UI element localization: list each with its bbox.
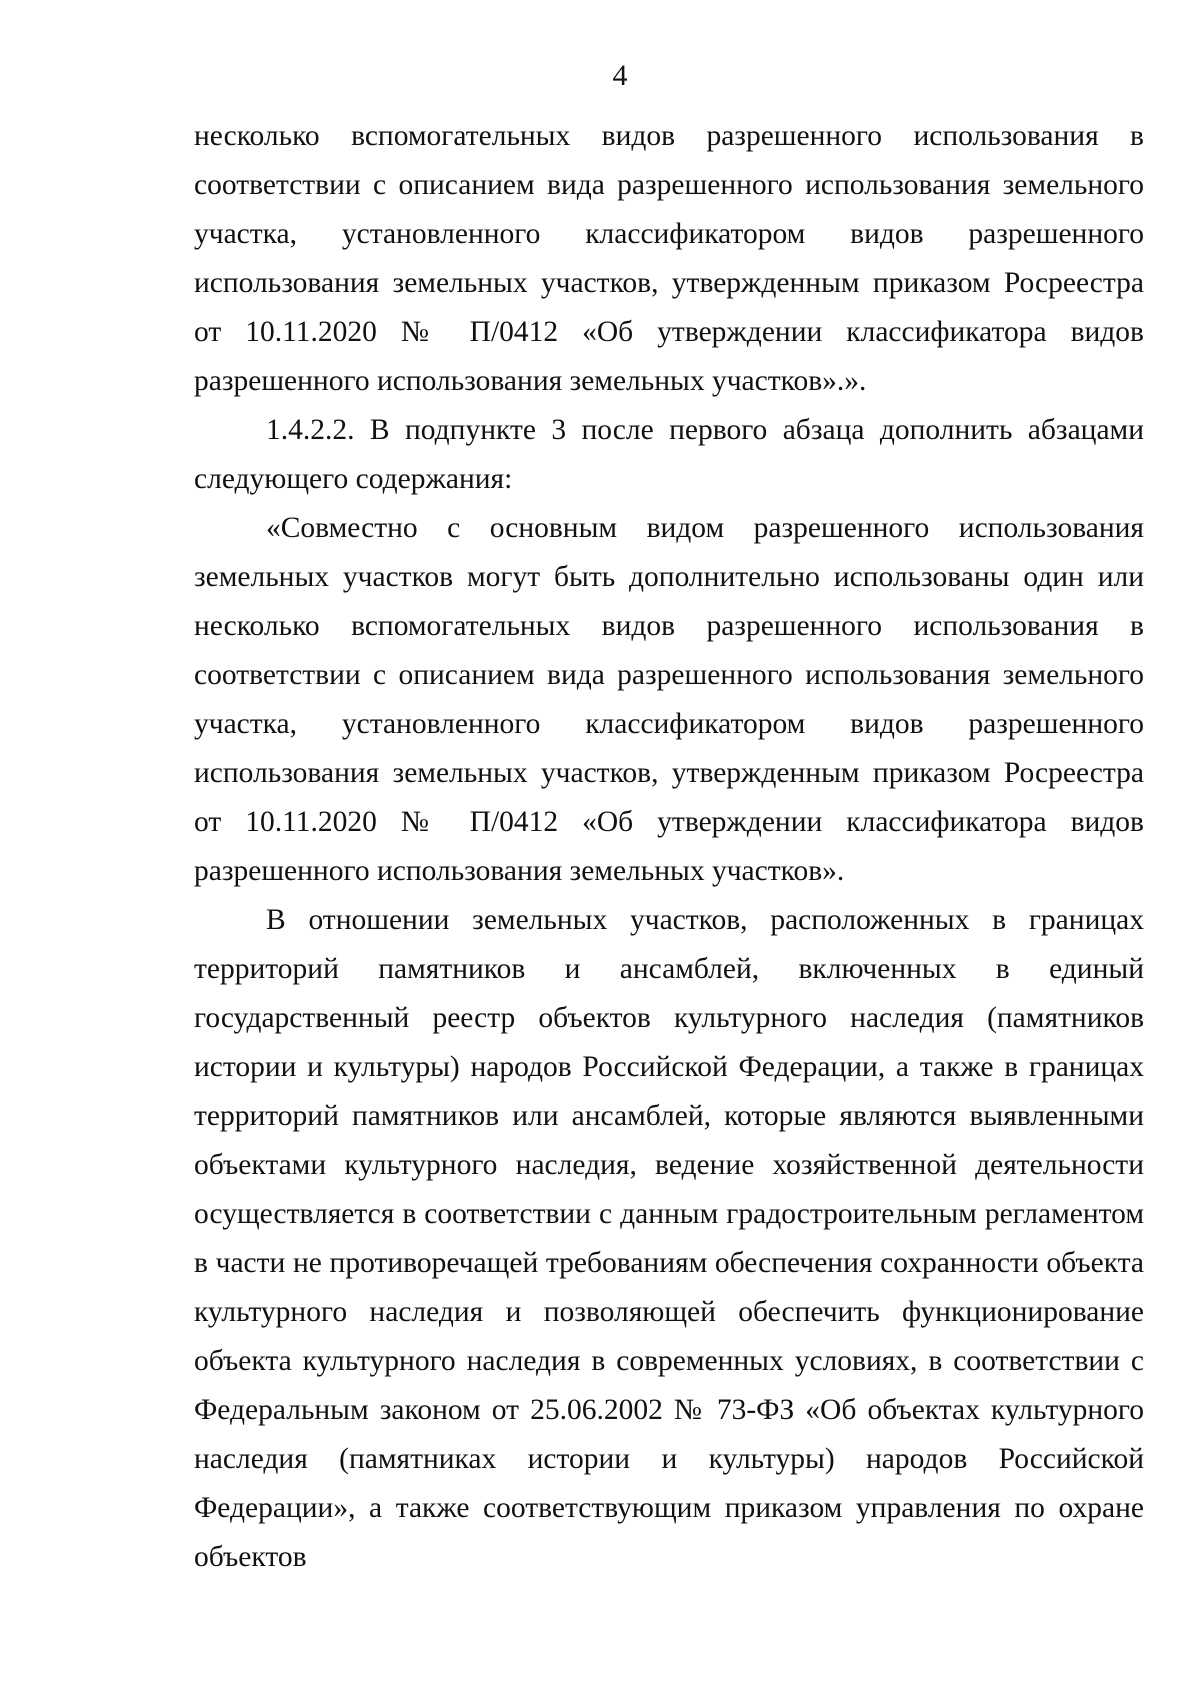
- paragraph-continuation: несколько вспомогательных видов разрешенного использования в соответствии с описанием вида разрешенного использования земельного участка, установленного классификатором видов разрешенного использования земельных участков, утвержденным приказом Росреестра от 10.11.2020 № П/0412 «Об утверждении классификатора видов разрешенного использования земельных участков».».: [194, 120, 1144, 397]
- paragraph-cultural-heritage: В отношении земельных участков, расположенных в границах территорий памятников и ансамблей, включенных в единый государственный реестр объектов культурного наследия (памятников истории и культуры) народов Российской Федерации, а также в границах территорий памятников или ансамблей, которые являются выявленными объектами культурного наследия, ведение хозяйственной деятельности осуществляется в соответствии с данным градостроительным регламентом в части не противоречащей требованиям обеспечения сохранности объекта культурного наследия и позволяющей обеспечить функционирование объекта культурного наследия в современных условиях, в соответствии с Федеральным законом от 25.06.2002 № 73-ФЗ «Об объектах культурного наследия (памятниках истории и культуры) народов Российской Федерации», а также соответствующим приказом управления по охране объектов: [194, 904, 1144, 1573]
- document-body: [194, 112, 1144, 1582]
- page-number: 4: [612, 59, 628, 92]
- paragraph-quoted-insert: «Совместно с основным видом разрешенного использования земельных участков могут быть дополнительно использованы один или несколько вспомогательных видов разрешенного использования в соответствии с описанием вида разрешенного использования земельного участка, установленного классификатором видов разрешенного использования земельных участков, утвержденным приказом Росреестра от 10.11.2020 № П/0412 «Об утверждении классификатора видов разрешенного использования земельных участков».: [194, 512, 1144, 887]
- paragraph-clause-1-4-2-2: 1.4.2.2. В подпункте 3 после первого абзаца дополнить абзацами следующего содержания:: [194, 414, 1144, 495]
